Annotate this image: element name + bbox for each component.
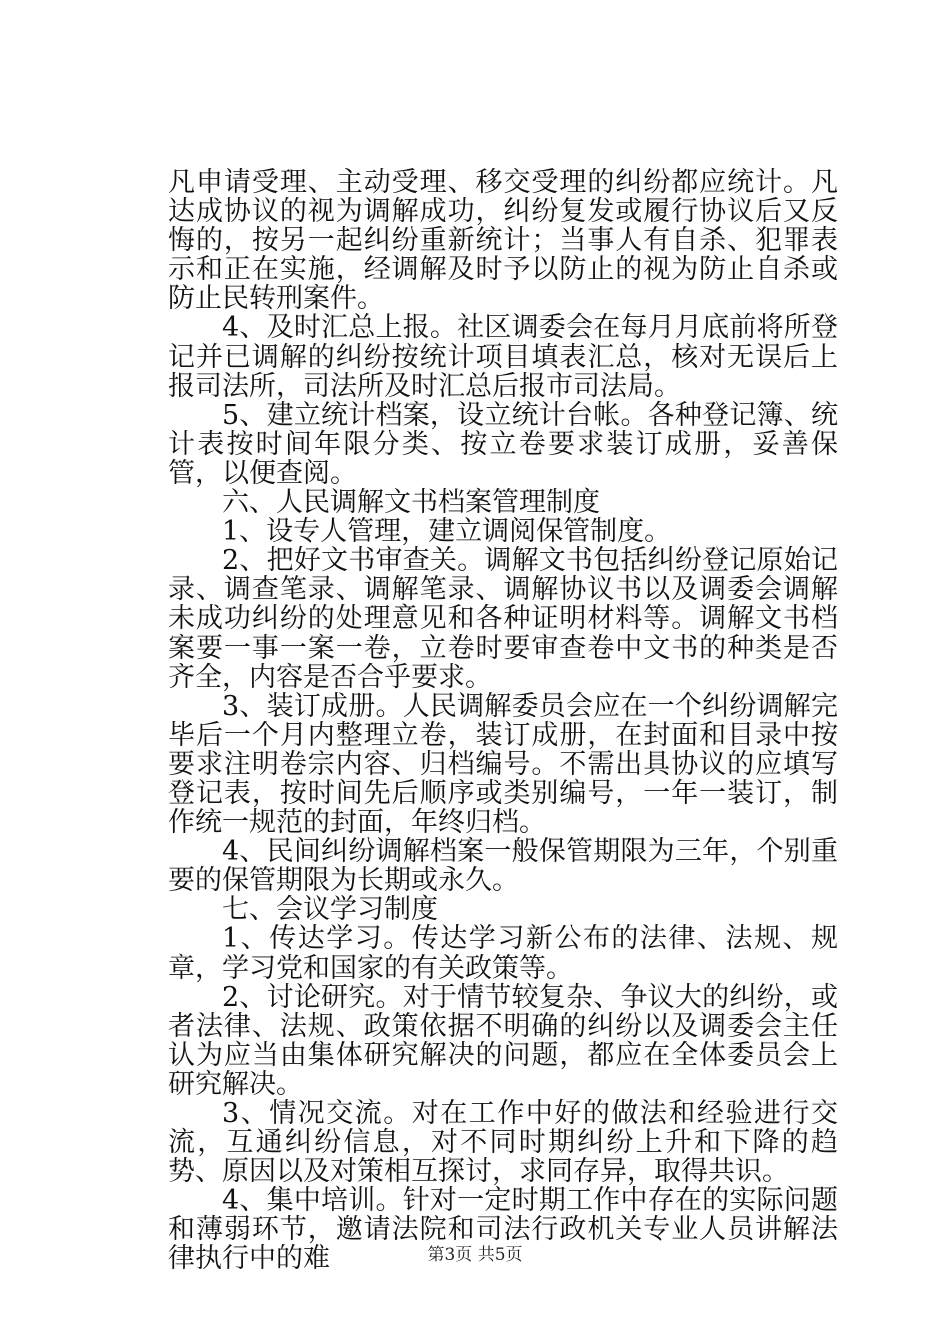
paragraph-document-review: 2、把好文书审查关。调解文书包括纠纷登记原始记录、调查笔录、调解笔录、调解协议书以及调委会调解未成功纠纷的处理意见和各种证明材料等。调解文书档案要一事一案一卷，立卷时要审查卷中文书的种类是否齐全，内容是否合乎要求。 [168, 545, 838, 693]
section-heading-document-archive: 六、人民调解文书档案管理制度 [222, 487, 600, 519]
paragraph-report-summary: 4、及时汇总上报。社区调委会在每月月底前将所登记并已调解的纠纷按统计项目填表汇总，核对无误后上报司法所，司法所及时汇总后报市司法局。 [168, 312, 838, 402]
paragraph-discussion: 2、讨论研究。对于情节较复杂、争议大的纠纷，或者法律、法规、政策依据不明确的纠纷以及调委会主任认为应当由集体研究解决的问题，都应在全体委员会上研究解决。 [168, 981, 838, 1100]
paragraph-convey-study: 1、传达学习。传达学习新公布的法律、法规、规章，学习党和国家的有关政策等。 [168, 923, 838, 984]
paragraph-retention-period: 4、民间纠纷调解档案一般保管期限为三年，个别重要的保管期限为长期或永久。 [168, 836, 838, 897]
paragraph-statistics-rules: 凡申请受理、主动受理、移交受理的纠纷都应统计。凡达成协议的视为调解成功，纠纷复发或履行协议后又反悔的，按另一起纠纷重新统计；当事人有自杀、犯罪表示和正在实施，经调解及时予以防止的视为防止自杀或防止民转刑案件。 [168, 167, 838, 315]
section-heading-meeting-study: 七、会议学习制度 [222, 894, 438, 926]
page-number-footer: 第3页 共5页 [427, 1245, 523, 1265]
paragraph-statistics-archive: 5、建立统计档案，设立统计台帐。各种登记簿、统计表按时间年限分类、按立卷要求装订成册，妥善保管，以便查阅。 [168, 399, 838, 489]
paragraph-exchange: 3、情况交流。对在工作中好的做法和经验进行交流，互通纠纷信息，对不同时期纠纷上升和下降的趋势、原因以及对策相互探讨，求同存异，取得共识。 [168, 1098, 838, 1188]
document-body [168, 168, 838, 1274]
paragraph-training: 4、集中培训。针对一定时期工作中存在的实际问题和薄弱环节，邀请法院和司法行政机关专业人员讲解法律执行中的难 [168, 1185, 838, 1275]
paragraph-binding: 3、装订成册。人民调解委员会应在一个纠纷调解完毕后一个月内整理立卷，装订成册，在封面和目录中按要求注明卷宗内容、归档编号。不需出具协议的应填写登记表，按时间先后顺序或类别编号，一年一装订，制作统一规范的封面，年终归档。 [168, 690, 838, 839]
paragraph-dedicated-management: 1、设专人管理，建立调阅保管制度。 [222, 516, 672, 548]
